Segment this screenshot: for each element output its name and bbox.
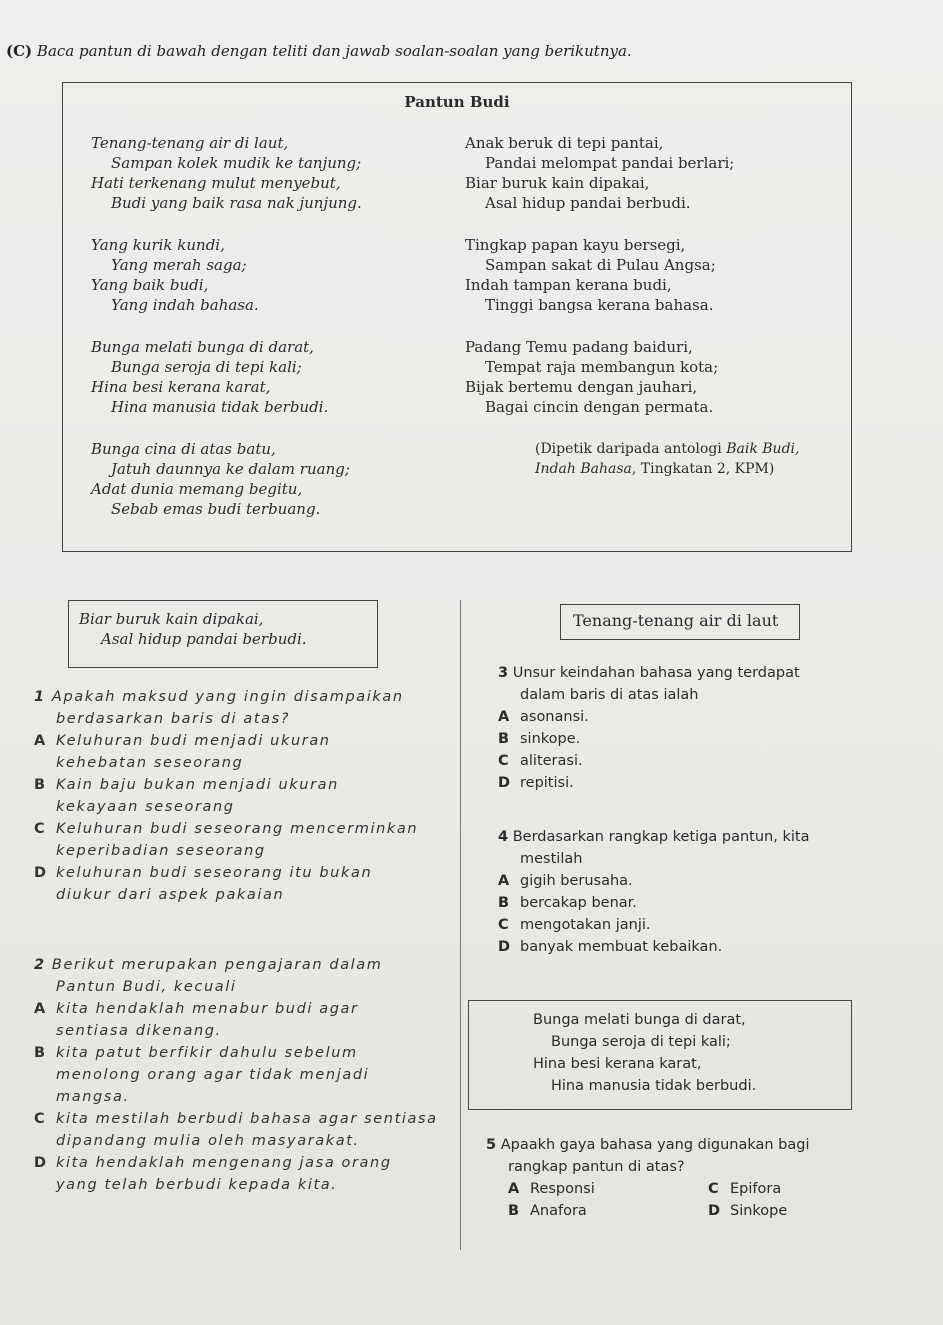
stanza: Tingkap papan kayu bersegi, Sampan sakat di Pulau Angsa; Indah tampan kerana budi, Tinggi bangsa kerana bahasa.: [465, 236, 716, 314]
option[interactable]: D Sinkope: [708, 1203, 788, 1219]
option[interactable]: A asonansi.: [498, 709, 589, 725]
option[interactable]: C mengotakan janji.: [498, 917, 651, 933]
option[interactable]: B kita patut berfikir dahulu sebelum: [34, 1045, 358, 1061]
option[interactable]: B Anafora: [508, 1203, 587, 1219]
option[interactable]: D kita hendaklah mengenang jasa orang: [34, 1155, 392, 1171]
option[interactable]: B bercakap benar.: [498, 895, 637, 911]
pantun-box: [62, 82, 852, 552]
option[interactable]: A gigih berusaha.: [498, 873, 633, 889]
option[interactable]: C kita mestilah berbudi bahasa agar sentiasa: [34, 1111, 438, 1127]
option[interactable]: C Keluhuran budi seseorang mencerminkan: [34, 821, 419, 837]
question-5: 5 Apaakh gaya bahasa yang digunakan bagi rangkap pantun di atas? A Responsi C Epifora B Anafora D Sinkope: [486, 1134, 936, 1222]
option[interactable]: C aliterasi.: [498, 753, 583, 769]
column-divider: [460, 600, 461, 1250]
stanza: Tenang-tenang air di laut, Sampan kolek mudik ke tanjung; Hati terkenang mulut menyebut, Budi yang baik rasa nak junjung.: [91, 134, 362, 212]
option[interactable]: D keluhuran budi seseorang itu bukan: [34, 865, 373, 881]
option[interactable]: C Epifora: [708, 1181, 782, 1197]
option[interactable]: A kita hendaklah menabur budi agar: [34, 1001, 359, 1017]
question-4: 4 Berdasarkan rangkap ketiga pantun, kita mestilah A gigih berusaha. B bercakap benar. C mengotakan janji. D banyak membuat kebaikan.: [498, 826, 928, 958]
instruction: (C) Baca pantun di bawah dengan teliti dan jawab soalan-soalan yang berikutnya.: [6, 42, 632, 60]
question-2: 2 Berikut merupakan pengajaran dalam Pantun Budi, kecuali A kita hendaklah menabur budi agar sentiasa dikenang. B kita patut berfikir dahulu sebelum menolong orang agar tidak menjadi mangsa. C kita mestilah berbudi bahasa agar sentiasa dipandang mulia oleh masyarakat. D kita hendaklah mengenang jasa orang yang telah berbudi kepada kita.: [34, 954, 454, 1196]
stanza: Bunga cina di atas batu, Jatuh daunnya ke dalam ruang; Adat dunia memang begitu, Sebab emas budi terbuang.: [91, 440, 350, 518]
option[interactable]: A Keluhuran budi menjadi ukuran: [34, 733, 331, 749]
option[interactable]: B Kain baju bukan menjadi ukuran: [34, 777, 339, 793]
stanza: Yang kurik kundi, Yang merah saga; Yang baik budi, Yang indah bahasa.: [91, 236, 259, 314]
option[interactable]: B sinkope.: [498, 731, 581, 747]
option[interactable]: D repitisi.: [498, 775, 574, 791]
source-credit: (Dipetik daripada antologi Baik Budi, Indah Bahasa, Tingkatan 2, KPM): [535, 441, 800, 477]
pantun-right-column: [465, 133, 845, 479]
excerpt-box-3: Bunga melati bunga di darat, Bunga seroja di tepi kali; Hina besi kerana karat, Hina manusia tidak berbudi.: [468, 1000, 852, 1110]
question-1: 1 Apakah maksud yang ingin disampaikan berdasarkan baris di atas? A Keluhuran budi menjadi ukuran kehebatan seseorang B Kain baju bukan menjadi ukuran kekayaan seseorang C Keluhuran budi seseorang mencerminkan keperibadian seseorang D keluhuran budi seseorang itu bukan diukur dari aspek pakaian: [34, 686, 454, 906]
pantun-title: Pantun Budi: [404, 93, 510, 111]
stanza: Anak beruk di tepi pantai, Pandai melompat pandai berlari; Biar buruk kain dipakai, Asal hidup pandai berbudi.: [465, 134, 735, 212]
pantun-left-column: [91, 133, 471, 541]
option[interactable]: A Responsi: [508, 1181, 595, 1197]
question-3: 3 Unsur keindahan bahasa yang terdapat dalam baris di atas ialah A asonansi. B sinkope. C aliterasi. D repitisi.: [498, 662, 918, 794]
stanza: Bunga melati bunga di darat, Bunga seroja di tepi kali; Hina besi kerana karat, Hina manusia tidak berbudi.: [91, 338, 329, 416]
stanza: Padang Temu padang baiduri, Tempat raja membangun kota; Bijak bertemu dengan jauhari, Bagai cincin dengan permata.: [465, 338, 719, 416]
excerpt-box-1: Biar buruk kain dipakai, Asal hidup pandai berbudi.: [68, 600, 378, 668]
excerpt-box-2: Tenang-tenang air di laut: [560, 604, 800, 640]
option[interactable]: D banyak membuat kebaikan.: [498, 939, 723, 955]
